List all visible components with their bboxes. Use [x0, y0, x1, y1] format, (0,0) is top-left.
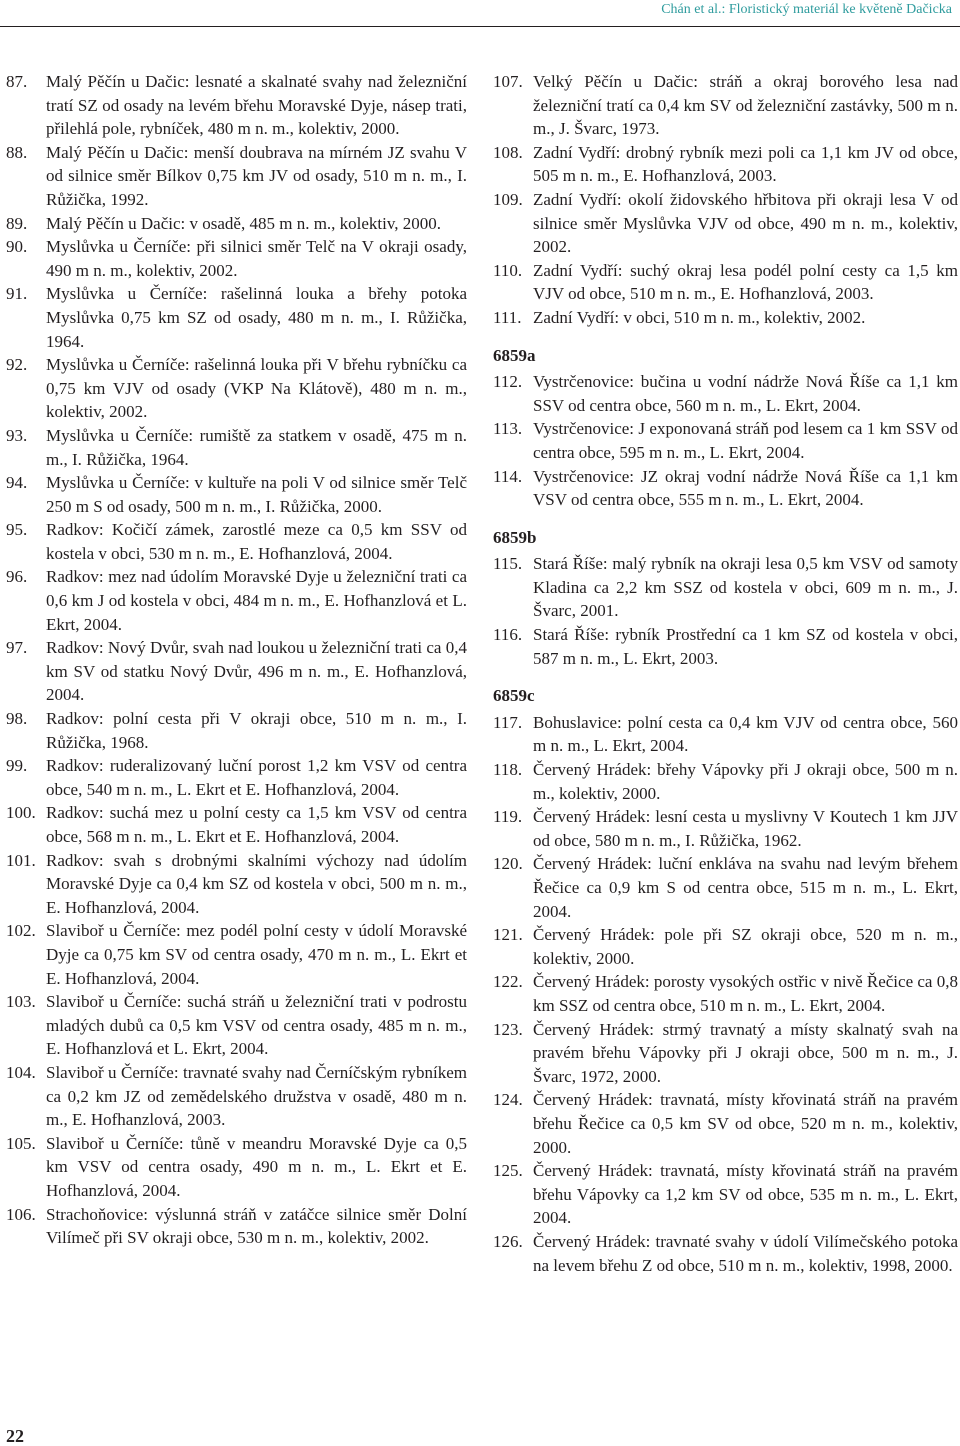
locality-entry [493, 805, 958, 852]
locality-number: 122. [493, 972, 523, 992]
locality-entry [493, 1159, 958, 1230]
locality-entry [6, 990, 467, 1061]
locality-entry [6, 282, 467, 353]
locality-text: Myslůvka u Černíče: při silnici směr Telč na V okraji osady, 490 m n. m., kolektiv, 2002. [46, 237, 467, 280]
running-head: Chán et al.: Floristický materiál ke květeně Dačicka [661, 2, 952, 17]
locality-text: Radkov: Nový Dvůr, svah nad loukou u železniční trati ca 0,4 km SV od statku Nový Dvůr, 496 m n. m., E. Hofhanzlová, 2004. [46, 638, 467, 705]
locality-number: 109. [493, 189, 523, 209]
locality-entry [493, 970, 958, 1017]
locality-entry [6, 212, 467, 236]
locality-text: Červený Hrádek: břehy Vápovky při J okraji obce, 500 m n. m., kolektiv, 2000. [533, 760, 958, 803]
locality-entry [493, 923, 958, 970]
locality-text: Červený Hrádek: pole při SZ okraji obce, 520 m n. m., kolektiv, 2000. [533, 925, 958, 968]
locality-entry [6, 424, 467, 471]
locality-number: 90. [6, 237, 28, 257]
locality-entry [493, 711, 958, 758]
locality-entry [493, 758, 958, 805]
locality-number: 95. [6, 520, 28, 540]
locality-text: Slaviboř u Černíče: suchá stráň u železniční trati v podrostu mladých dubů ca 0,5 km VSV od centra osady, 485 m n. m., E. Hofhanzlová et L. Ekrt, 2004. [46, 992, 467, 1059]
locality-text: Zadní Vydří: v obci, 510 m n. m., kolektiv, 2002. [533, 307, 866, 327]
locality-entry [493, 1018, 958, 1089]
locality-number: 112. [493, 372, 523, 392]
section-6859c-entries [493, 711, 958, 1277]
section-6859b-entries [493, 552, 958, 670]
locality-text: Červený Hrádek: travnatá, místy křovinatá stráň na pravém břehu Vápovky ca 1,2 km SV od obce, 535 m n. m., L. Ekrt, 2004. [533, 1161, 958, 1228]
locality-entry [6, 518, 467, 565]
locality-number: 97. [6, 638, 28, 658]
locality-number: 114. [493, 466, 523, 486]
locality-entry [6, 707, 467, 754]
locality-entry [6, 1061, 467, 1132]
locality-text: Malý Pěčín u Dačic: menší doubrava na mírném JZ svahu V od silnice směr Bílkov 0,75 km JV od osady, 510 m n. m., I. Růžička, 1992. [46, 142, 467, 209]
locality-text: Velký Pěčín u Dačic: stráň a okraj borového lesa nad železniční tratí ca 0,4 km SV od železniční zastávky, 500 m n. m., J. Švarc, 1973. [533, 72, 958, 139]
locality-number: 118. [493, 760, 523, 780]
locality-text: Vystrčenovice: bučina u vodní nádrže Nová Říše ca 1,1 km SSV od centra obce, 560 m n. m., L. Ekrt, 2004. [533, 372, 958, 415]
locality-entry [6, 565, 467, 636]
section-heading-6859c: 6859c [493, 686, 535, 706]
locality-number: 99. [6, 756, 28, 776]
locality-number: 115. [493, 554, 523, 574]
locality-text: Radkov: svah s drobnými skalními výchozy nad údolím Moravské Dyje ca 0,4 km SZ od kostela v obci, 500 m n. m., E. Hofhanzlová, 2004. [46, 850, 467, 917]
locality-text: Malý Pěčín u Dačic: lesnaté a skalnaté svahy nad železniční tratí SZ od osady na levém břehu Moravské Dyje, násep trati, přilehlá pole, rybníček, 480 m n. m., kolektiv, 2000. [46, 72, 467, 139]
section-heading-6859b: 6859b [493, 527, 537, 547]
right-column [493, 70, 958, 1277]
locality-entry [6, 801, 467, 848]
locality-number: 105. [6, 1133, 36, 1153]
locality-text: Červený Hrádek: luční enkláva na svahu nad levým břehem Řečice ca 0,9 km S od centra obce, 515 m n. m., L. Ekrt, 2004. [533, 854, 958, 921]
locality-number: 124. [493, 1090, 523, 1110]
locality-text: Bohuslavice: polní cesta ca 0,4 km VJV od centra obce, 560 m n. m., L. Ekrt, 2004. [533, 712, 958, 756]
section-6859a-entries [493, 370, 958, 512]
locality-text: Radkov: Kočičí zámek, zarostlé meze ca 0,5 km SSV od kostela v obci, 530 m n. m., E. Hofhanzlová, 2004. [46, 520, 467, 563]
locality-text: Myslůvka u Černíče: rumiště za statkem v osadě, 475 m n. m., I. Růžička, 1964. [46, 425, 467, 469]
locality-text: Myslůvka u Černíče: v kultuře na poli V od silnice směr Telč 250 m S od osady, 500 m n. m., I. Růžička, 2000. [46, 473, 467, 516]
locality-text: Strachoňovice: výslunná stráň v zatáčce silnice směr Dolní Vilímeč při SV okraji obce, 530 m n. m., kolektiv, 2002. [46, 1204, 467, 1248]
right-entries-top [493, 70, 958, 330]
locality-entry [6, 1203, 467, 1250]
locality-entry [6, 141, 467, 212]
locality-number: 92. [6, 355, 28, 375]
locality-text: Radkov: polní cesta při V okraji obce, 510 m n. m., I. Růžička, 1968. [46, 709, 467, 752]
locality-number: 104. [6, 1062, 36, 1082]
locality-text: Myslůvka u Černíče: rašelinná louka a břehy potoka Myslůvka 0,75 km SZ od osady, 480 m n. m., I. Růžička, 1964. [46, 284, 467, 351]
locality-number: 117. [493, 712, 523, 732]
locality-entry [6, 636, 467, 707]
section-heading-6859a: 6859a [493, 345, 536, 365]
locality-text: Slaviboř u Černíče: travnaté svahy nad Černíčským rybníkem ca 0,2 km JZ od zemědelského družstva v osadě, 480 m n. m., E. Hofhanzlová, 2003. [46, 1062, 467, 1130]
locality-entry [6, 1132, 467, 1203]
locality-text: Zadní Vydří: okolí židovského hřbitova při okraji lesa V od silnice směr Myslůvka VJV od obce, 490 m n. m., kolektiv, 2002. [533, 189, 958, 257]
locality-entry [493, 306, 958, 330]
locality-number: 108. [493, 142, 523, 162]
locality-number: 102. [6, 921, 36, 941]
locality-number: 100. [6, 803, 36, 823]
locality-text: Červený Hrádek: travnaté svahy v údolí Vilímečského potoka na levem břehu Z od obce, 510 m n. m., kolektiv, 1998, 2000. [533, 1231, 958, 1275]
locality-entry [6, 235, 467, 282]
locality-number: 96. [6, 567, 28, 587]
locality-text: Malý Pěčín u Dačic: v osadě, 485 m n. m., kolektiv, 2000. [46, 213, 442, 233]
locality-number: 88. [6, 142, 28, 162]
locality-entry [6, 471, 467, 518]
locality-number: 106. [6, 1204, 36, 1224]
page-number: 22 [6, 1426, 24, 1446]
locality-text: Zadní Vydří: suchý okraj lesa podél polní cesty ca 1,5 km VJV od obce, 510 m n. m., E. Hofhanzlová, 2003. [533, 260, 958, 304]
locality-entry [6, 70, 467, 141]
locality-entry [6, 919, 467, 990]
locality-text: Červený Hrádek: porosty vysokých ostřic v nivě Řečice ca 0,8 km SSZ od centra obce, 510 m n. m., L. Ekrt, 2004. [533, 972, 958, 1015]
locality-entry [6, 754, 467, 801]
locality-text: Stará Říše: rybník Prostřední ca 1 km SZ od kostela v obci, 587 m n. m., L. Ekrt, 2003. [533, 625, 958, 668]
locality-number: 120. [493, 854, 523, 874]
locality-text: Vystrčenovice: J exponovaná stráň pod lesem ca 1 km SSV od centra obce, 595 m n. m., L. Ekrt, 2004. [533, 419, 958, 462]
locality-text: Radkov: mez nad údolím Moravské Dyje u železniční trati ca 0,6 km J od kostela v obci, 484 m n. m., E. Hofhanzlová et L. Ekrt, 2004. [46, 567, 467, 634]
locality-number: 103. [6, 992, 36, 1012]
locality-number: 119. [493, 807, 523, 827]
locality-entry [493, 188, 958, 259]
locality-number: 116. [493, 625, 523, 645]
locality-number: 111. [493, 307, 522, 327]
locality-entry [493, 1230, 958, 1277]
locality-entry [493, 465, 958, 512]
locality-text: Slaviboř u Černíče: mez podél polní cesty v údolí Moravské Dyje ca 0,75 km SV od centra osady, 470 m n. m., L. Ekrt et E. Hofhanzlová, 2004. [46, 921, 467, 988]
locality-entry [493, 1088, 958, 1159]
locality-text: Červený Hrádek: strmý travnatý a místy skalnatý svah na pravém břehu Vápovky při J okraji obce, 500 m n. m., J. Švarc, 1972, 2000. [533, 1019, 958, 1086]
locality-number: 123. [493, 1019, 523, 1039]
locality-number: 94. [6, 473, 28, 493]
locality-number: 98. [6, 709, 28, 729]
locality-text: Myslůvka u Černíče: rašelinná louka při V břehu rybníčku ca 0,75 km VJV od osady (VKP Na Klátově), 480 m n. m., kolektiv, 2002. [46, 355, 467, 422]
locality-entry [493, 370, 958, 417]
locality-text: Slaviboř u Černíče: tůně v meandru Moravské Dyje ca 0,5 km VSV od centra osady, 490 m n. m., L. Ekrt et E. Hofhanzlová, 2004. [46, 1133, 467, 1200]
locality-entry [6, 849, 467, 920]
locality-number: 89. [6, 213, 28, 233]
locality-entry [493, 852, 958, 923]
locality-number: 126. [493, 1231, 523, 1251]
locality-entry [493, 141, 958, 188]
locality-entry [493, 417, 958, 464]
locality-entry [6, 353, 467, 424]
locality-text: Stará Říše: malý rybník na okraji lesa 0,5 km VSV od samoty Kladina ca 2,2 km SSZ od kostela v obci, 609 m n. m., J. Švarc, 2001. [533, 554, 958, 621]
locality-number: 110. [493, 260, 523, 280]
locality-text: Červený Hrádek: lesní cesta u myslivny V Koutech 1 km JJV od obce, 580 m n. m., I. Růžička, 1962. [533, 807, 958, 850]
header-rule [0, 26, 960, 27]
locality-number: 121. [493, 925, 523, 945]
locality-number: 107. [493, 72, 523, 91]
locality-number: 91. [6, 284, 28, 304]
locality-number: 101. [6, 850, 36, 870]
locality-text: Radkov: suchá mez u polní cesty ca 1,5 km VSV od centra obce, 568 m n. m., L. Ekrt et E. Hofhanzlová, 2004. [46, 803, 467, 846]
left-column [6, 70, 467, 1250]
locality-entry [493, 259, 958, 306]
locality-number: 93. [6, 425, 28, 445]
locality-text: Zadní Vydří: drobný rybník mezi poli ca 1,1 km JV od obce, 505 m n. m., E. Hofhanzlová, 2003. [533, 142, 958, 186]
locality-entry [493, 552, 958, 623]
locality-number: 125. [493, 1161, 523, 1181]
locality-text: Červený Hrádek: travnatá, místy křovinatá stráň na pravém břehu Řečice ca 0,5 km SV od obce, 520 m n. m., kolektiv, 2000. [533, 1090, 958, 1157]
locality-number: 87. [6, 72, 28, 91]
locality-text: Vystrčenovice: JZ okraj vodní nádrže Nová Říše ca 1,1 km VSV od centra obce, 555 m n. m., L. Ekrt, 2004. [533, 466, 958, 510]
locality-entry [493, 70, 958, 141]
locality-entry [493, 623, 958, 670]
locality-text: Radkov: ruderalizovaný luční porost 1,2 km VSV od centra obce, 540 m n. m., L. Ekrt et E. Hofhanzlová, 2004. [46, 756, 467, 799]
locality-number: 113. [493, 419, 523, 439]
